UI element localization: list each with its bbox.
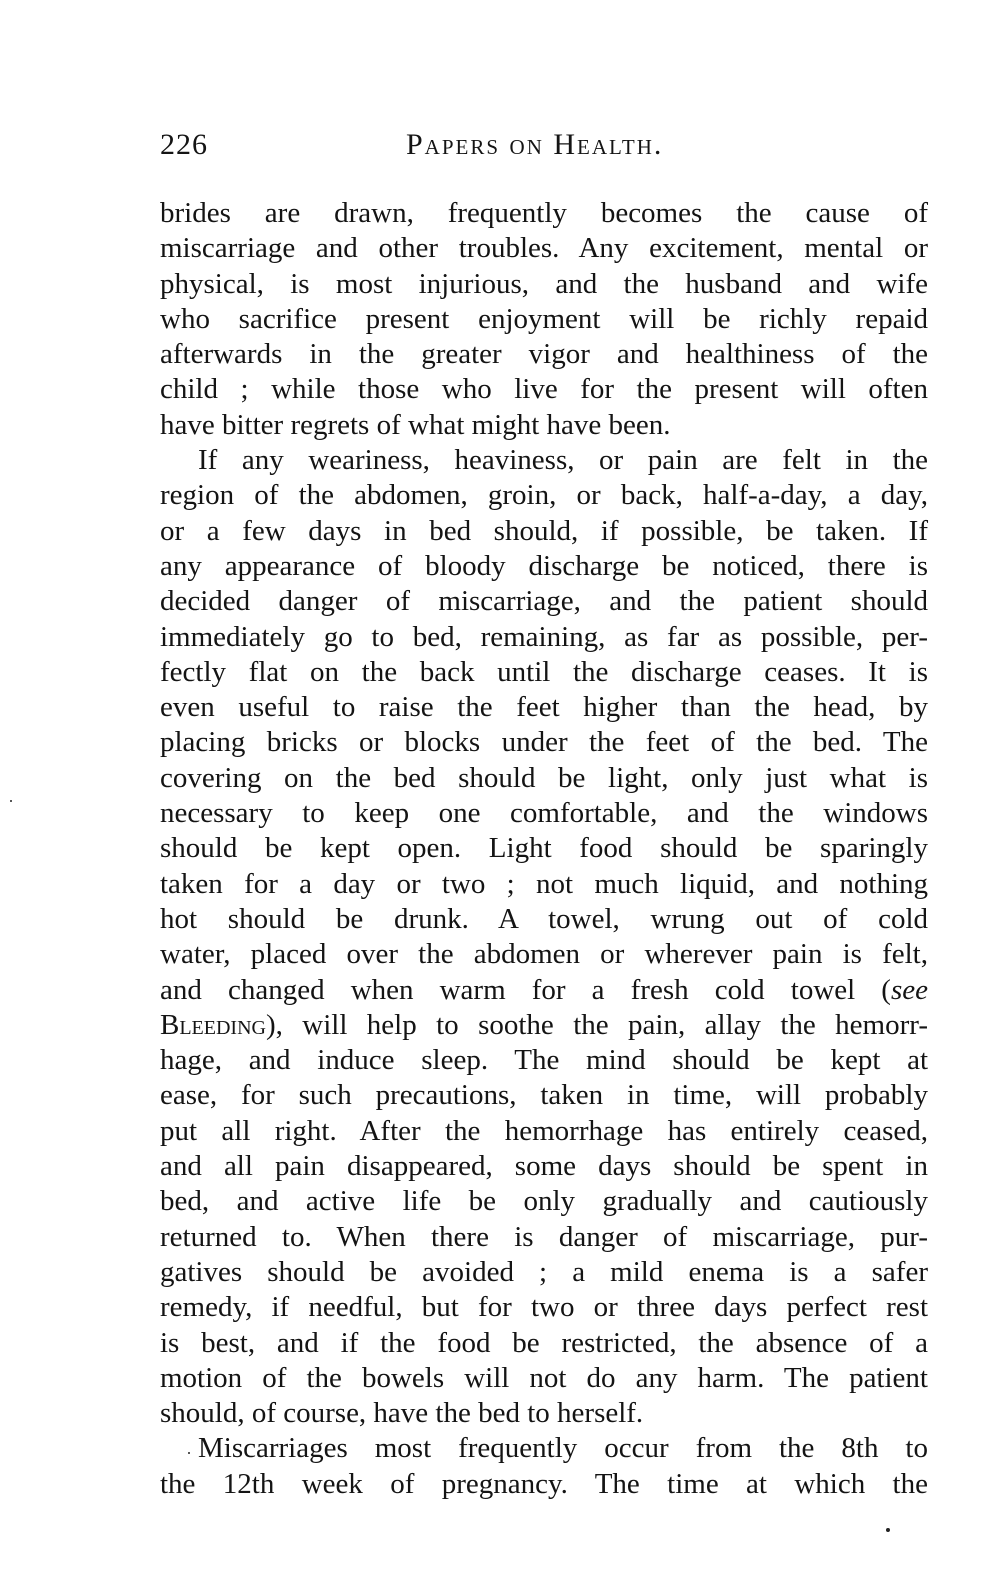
- text-line: immediately go to bed, remaining, as far as possible, per-: [160, 620, 928, 653]
- text-line: remedy, if needful, but for two or three days perfect rest: [160, 1291, 928, 1324]
- text-line: bed, and active life be only gradually and cautiously: [160, 1185, 928, 1218]
- bleeding-line-rest: ), will help to soothe the pain, allay the hemorr-: [265, 1008, 928, 1041]
- page-number: 226: [160, 128, 208, 161]
- text-line: placing bricks or blocks under the feet of the bed. The: [160, 726, 928, 759]
- text-line: hot should be drunk. A towel, wrung out of cold: [160, 902, 928, 935]
- text-line: any appearance of bloody discharge be noticed, there is: [160, 549, 928, 582]
- text-line: necessary to keep one comfortable, and the windows: [160, 797, 928, 830]
- text-line-bleeding: [160, 1008, 928, 1043]
- speck: [10, 800, 12, 802]
- text-line: decided danger of miscarriage, and the patient should: [160, 585, 928, 618]
- text-line: the 12th week of pregnancy. The time at which the: [160, 1467, 928, 1500]
- text-line: gatives should be avoided ; a mild enema is a safer: [160, 1255, 928, 1288]
- text-line: returned to. When there is danger of miscarriage, pur-: [160, 1220, 928, 1253]
- speck: [188, 1452, 190, 1454]
- text-line: ease, for such precautions, taken in time, will probably: [160, 1079, 928, 1112]
- text-line: have bitter regrets of what might have been.: [160, 408, 671, 441]
- text-line: fectly flat on the back until the discharge ceases. It is: [160, 655, 928, 688]
- text-line: or a few days in bed should, if possible, be taken. If: [160, 514, 928, 547]
- text-line: afterwards in the greater vigor and healthiness of the: [160, 338, 928, 371]
- bleeding-cross-reference: Bleeding: [160, 1008, 266, 1041]
- body-text: [160, 196, 928, 1502]
- paragraph-2: [160, 443, 928, 1431]
- text-line: region of the abdomen, groin, or back, half-a-day, a day,: [160, 479, 928, 512]
- text-line-see: and changed when warm for a fresh cold towel (see: [160, 973, 928, 1006]
- text-line: miscarriage and other troubles. Any excitement, mental or: [160, 232, 928, 265]
- text-line: even useful to raise the feet higher than the head, by: [160, 691, 928, 724]
- text-line: Miscarriages most frequently occur from the 8th to: [198, 1432, 928, 1465]
- text-line: who sacrifice present enjoyment will be richly repaid: [160, 302, 928, 335]
- text-line: motion of the bowels will not do any harm. The patient: [160, 1361, 928, 1394]
- text-line: covering on the bed should be light, only just what is: [160, 761, 928, 794]
- text-line: and all pain disappeared, some days should be spent in: [160, 1150, 928, 1183]
- text-line: put all right. After the hemorrhage has entirely ceased,: [160, 1114, 928, 1147]
- text-line: taken for a day or two ; not much liquid, and nothing: [160, 867, 928, 900]
- see-italic: see: [890, 973, 928, 1006]
- text-line: is best, and if the food be restricted, the absence of a: [160, 1326, 928, 1359]
- paragraph-1: [160, 196, 928, 443]
- paragraph-3: [160, 1431, 928, 1502]
- running-head: Papers on Health.: [406, 128, 664, 161]
- text-line: brides are drawn, frequently becomes the cause of: [160, 197, 928, 229]
- text-line: should be kept open. Light food should be sparingly: [160, 832, 928, 865]
- text-line: should, of course, have the bed to herself.: [160, 1397, 644, 1430]
- speck: [886, 1528, 890, 1532]
- text-line: physical, is most injurious, and the husband and wife: [160, 267, 928, 300]
- text-line: child ; while those who live for the present will often: [160, 373, 928, 406]
- text-line: hage, and induce sleep. The mind should be kept at: [160, 1044, 928, 1077]
- text-line: If any weariness, heaviness, or pain are felt in the: [198, 444, 928, 477]
- text-line: water, placed over the abdomen or wherever pain is felt,: [160, 938, 928, 971]
- page-header: [160, 128, 928, 168]
